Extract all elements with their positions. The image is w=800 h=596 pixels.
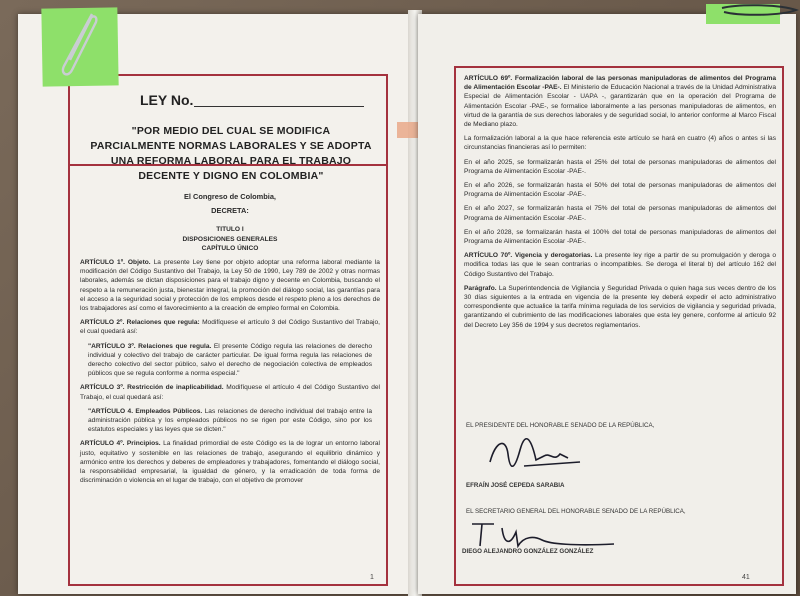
formalization-intro: La formalización laboral a la que hace referencia este artículo se hará en cuatro (4) años o antes si las circunstancias financieras así lo permiten: <box>464 135 776 152</box>
article-69 <box>464 74 776 129</box>
congress-line: El Congreso de Colombia, <box>184 192 276 201</box>
article-3-quote-text: El presente Código regula las relaciones de derecho individual y colectivo del trabajo de carácter particular. De igual forma regula las relaciones de derecho colectivo del sector público, salvo el derecho de negociación colectiva de empleados públicos que se regula conforme a norma especial." <box>88 342 372 378</box>
right-page-body <box>464 74 776 335</box>
article-69-text: El Ministerio de Educación Nacional a través de la Unidad Administrativa Especial de Alimentación Escolar - UAPA -, garantizarán que en la operación del Programa de Alimentación Escolar -PAE-, se formalice laboralmente a las personas manipuladoras de alimentos, en virtud de la garantía de sus derechos laborales y de seguridad social, lo anterior conforme al Marco Fiscal de Mediano plazo. <box>464 84 776 129</box>
right-page <box>418 14 796 594</box>
law-number-label: LEY No. <box>140 92 194 108</box>
year-2025-line: En el año 2025, se formalizarán hasta el 25% del total de personas manipuladoras de alimentos del Programa de Alimentación Escolar -PAE-. <box>464 158 776 175</box>
article-3-text: Modifíquese el artículo 4 del Código Sustantivo del Trabajo, el cual quedará así: <box>80 384 380 401</box>
article-3-quote <box>80 342 380 379</box>
article-3-heading: ARTÍCULO 3º. Restricción de inaplicabilidad. <box>80 384 224 392</box>
right-page-number: 41 <box>742 574 750 581</box>
article-1 <box>80 258 380 313</box>
article-4-text: La finalidad primordial de este Código es la de lograr un entorno laboral justo, equitativo y sostenible en las relaciones de trabajo, asegurando el equilibrio dinámico y armónico entre los derechos y deberes de empleadores y trabajadores, fomentando el diálogo social, la responsabilidad empresarial, la igualdad de género, y la erradicación de toda forma de discriminación o violencia en el lugar de trabajo, con el objetivo de promover <box>80 440 380 485</box>
president-role: EL PRESIDENTE DEL HONORABLE SENADO DE LA REPÚBLICA, <box>466 422 655 429</box>
article-70-text: La presente ley rige a partir de su promulgación y deroga o modifica todas las que le sean contrarias o incompatibles. Se deroga el literal b) del artículo 162 del Código Sustantivo del Trabajo. <box>464 252 776 278</box>
article-4-quote-heading: "ARTÍCULO 4. Empleados Públicos. <box>88 407 203 415</box>
titulo-line: TITULO I <box>216 226 244 234</box>
paperclip-icon <box>54 10 104 80</box>
left-page-body <box>80 192 380 490</box>
disposiciones-line: DISPOSICIONES GENERALES <box>182 235 278 243</box>
article-4-quote <box>80 407 380 435</box>
article-3-quote-heading: "ARTÍCULO 3º. Relaciones que regula. <box>88 342 212 350</box>
article-4 <box>80 439 380 485</box>
year-2027-line: En el año 2027, se formalizarán hasta el 75% del total de personas manipuladoras de alimentos del Programa de Alimentación Escolar -PAE-. <box>464 205 776 222</box>
secretary-name: DIEGO ALEJANDRO GONZÁLEZ GONZÁLEZ <box>462 548 594 555</box>
capitulo-line: CAPÍTULO ÚNICO <box>201 244 259 252</box>
president-signature <box>484 432 594 482</box>
article-2 <box>80 318 380 336</box>
left-page <box>18 14 410 594</box>
year-2028-line: En el año 2028, se formalizarán hasta el 100% del total de personas manipuladoras de alimentos del Programa de Alimentación Escolar -PAE-. <box>464 228 776 246</box>
article-3 <box>80 383 380 401</box>
article-1-heading: ARTÍCULO 1º. Objeto. <box>80 259 151 267</box>
article-4-quote-text: Las relaciones de derecho individual del trabajo entre la administración pública y los empleados públicos no se rigen por este Código, sino por los estatutos especiales y las leyes que se dicten." <box>88 407 372 434</box>
article-4-heading: ARTÍCULO 4º. Principios. <box>80 440 161 448</box>
binder-clip-icon <box>718 2 800 24</box>
paragrafo <box>464 284 776 330</box>
paragrafo-heading: Parágrafo. <box>464 284 497 292</box>
year-2026-line: En el año 2026, se formalizarán hasta el 50% del total de personas manipuladoras de alimentos del Programa de Alimentación Escolar -PAE-. <box>464 182 776 199</box>
left-page-number: 1 <box>370 574 374 581</box>
president-name: EFRAÍN JOSÉ CEPEDA SARABIA <box>466 482 565 489</box>
article-2-heading: ARTÍCULO 2º. Relaciones que regula: <box>80 319 200 327</box>
law-number-blank <box>194 106 364 107</box>
law-title: "POR MEDIO DEL CUAL SE MODIFICA PARCIALMENTE NORMAS LABORALES Y SE ADOPTA UNA REFORMA LABORAL PARA EL TRABAJO DECENTE Y DIGNO EN COLOMBIA" <box>90 125 372 182</box>
article-1-text: La presente Ley tiene por objeto adoptar una reforma laboral mediante la modificación del Código Sustantivo del Trabajo, la Ley 50 de 1990, Ley 789 de 2002 y otras normas laborales, además se dictan disposiciones para el trabajo digno y decente en Colombia, buscando el respeto a la remuneración justa, bienestar integral, la promoción del diálogo social, las garantías para el acceso a la seguridad social y protección de los empleos desde el respeto pleno a los derechos de los trabajadores así como el favorecimiento a la creación de empleo formal en Colombia. <box>80 259 380 313</box>
article-70 <box>464 251 776 279</box>
article-2-text: Modifíquese el artículo 3 del Código Sustantivo del Trabajo, el cual quedará así: <box>80 319 380 336</box>
paragrafo-text: La Superintendencia de Vigilancia y Seguridad Privada o quien haga sus veces dentro de los 30 días siguientes a la entrada en vigencia de la presente ley deberá expedir el acto administrativo correspondiente que actualice la tarifa mínima regulada de los servicios de vigilancia y seguridad privada, garantizando el cubrimiento de las modificaciones laborales que esta ley genere, conforme al artículo 92 del Decreto Ley 356 de 1994 y sus decretos reglamentarios. <box>464 284 776 329</box>
secretary-role: EL SECRETARIO GENERAL DEL HONORABLE SENADO DE LA REPÚBLICA, <box>466 508 686 515</box>
article-70-heading: ARTÍCULO 70º. Vigencia y derogatorias. <box>464 252 593 260</box>
article-69-heading: ARTÍCULO 69º. Formalización laboral de las personas manipuladoras de alimentos del Programa de Alimentación Escolar -PAE-. <box>464 75 776 92</box>
decreta-line: DECRETA: <box>211 206 249 216</box>
